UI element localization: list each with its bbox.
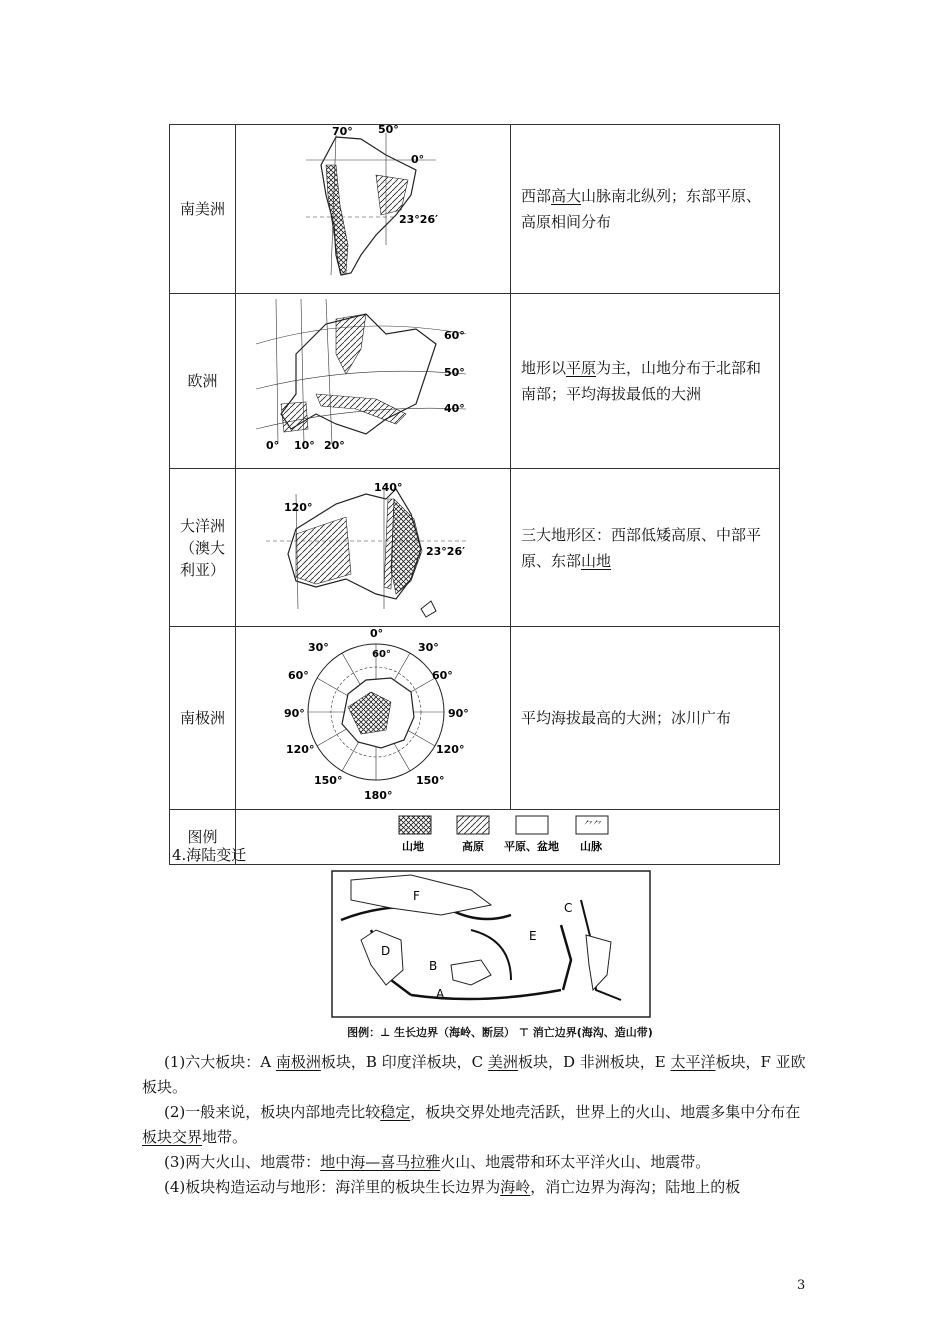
map-label: 23°26′ [399, 213, 439, 226]
continent-name: 欧洲 [170, 294, 236, 469]
australia-map [236, 469, 511, 627]
row-south-america [170, 125, 780, 294]
map-label: 20° [324, 439, 345, 452]
map-label: 150° [314, 774, 343, 787]
row-oceania [170, 469, 780, 627]
continent-desc: 三大地形区：西部低矮高原、中部平原、东部山地 [511, 469, 780, 627]
continent-desc: 地形以平原为主，山地分布于北部和南部；平均海拔最低的大洲 [511, 294, 780, 469]
legend-plateau-swatch [457, 816, 489, 834]
plate-letter: D [381, 944, 391, 958]
map-label: 70° [332, 125, 353, 138]
europe-map [236, 294, 511, 469]
plate-letter: F [413, 889, 420, 903]
map-label: 90° [284, 707, 305, 720]
legend-row [170, 810, 780, 865]
row-europe [170, 294, 780, 469]
map-label: 0° [411, 153, 425, 166]
paragraph-2: (2)一般来说，板块内部地壳比较稳定，板块交界处地壳活跃，世界上的火山、地震多集中分布在板块交界地带。 [142, 1103, 801, 1146]
map-label: 30° [308, 641, 329, 654]
continent-name: 大洋洲 （澳大 利亚） [170, 469, 236, 627]
plate-letter: C [564, 901, 573, 915]
legend-cell [236, 810, 780, 865]
paragraph-1: (1)六大板块：A 南极洲板块，B 印度洋板块，C 美洲板块，D 非洲板块，E 太平洋板块，F 亚欧板块。 [142, 1053, 806, 1096]
continent-desc: 西部高大山脉南北纵列；东部平原、高原相间分布 [511, 125, 780, 294]
plate-legend: 图例：⊥ 生长边界（海岭、断层） ⊤ 消亡边界(海沟、造山带) [347, 1026, 653, 1039]
map-label: 60° [432, 669, 453, 682]
row-antarctica [170, 627, 780, 810]
legend-label: 山地 [402, 840, 424, 853]
map-label: 60° [444, 329, 465, 342]
map-label: 180° [364, 789, 393, 802]
continent-name: 南美洲 [170, 125, 236, 294]
legend-label: 高原 [462, 840, 484, 853]
map-label: 120° [436, 743, 465, 756]
legend-plain-swatch [516, 816, 548, 834]
map-label: 0° [370, 627, 384, 640]
legend-mountain-swatch [399, 816, 431, 834]
map-label: 140° [374, 481, 403, 494]
antarctica-map [236, 627, 511, 810]
section-title: 4.海陆变迁 [172, 846, 247, 864]
map-label: 10° [294, 439, 315, 452]
paragraph-4: (4)板块构造运动与地形：海洋里的板块生长边界为海岭，消亡边界为海沟；陆地上的板 [164, 1178, 741, 1196]
continents-table [169, 124, 780, 865]
continent-name: 南极洲 [170, 627, 236, 810]
map-label: 120° [286, 743, 315, 756]
legend-label: 平原、盆地 [504, 840, 559, 853]
legend-label: 山脉 [580, 840, 602, 853]
south-america-map [236, 125, 511, 294]
legend-title: 图例 [170, 810, 236, 865]
plate-letter: B [429, 959, 438, 973]
page-number: 3 [797, 1278, 806, 1293]
map-label: 40° [444, 402, 465, 415]
plate-map [331, 870, 651, 1022]
map-label: 0° [266, 439, 280, 452]
svg-text:⺈⺈: ⺈⺈ [584, 821, 603, 831]
map-label: 60° [288, 669, 309, 682]
map-label: 50° [444, 366, 465, 379]
map-label: 50° [378, 125, 399, 136]
continent-desc: 平均海拔最高的大洲；冰川广布 [511, 627, 780, 810]
map-label: 23°26′ [426, 545, 466, 558]
map-label: 90° [448, 707, 469, 720]
plate-letter: E [529, 929, 537, 943]
map-label: 30° [418, 641, 439, 654]
map-label: 150° [416, 774, 445, 787]
paragraph-3: (3)两大火山、地震带：地中海—喜马拉雅火山、地震带和环太平洋火山、地震带。 [164, 1153, 711, 1171]
map-label: 60° [372, 649, 391, 660]
map-label: 120° [284, 501, 313, 514]
plate-letter: A [436, 987, 445, 1001]
